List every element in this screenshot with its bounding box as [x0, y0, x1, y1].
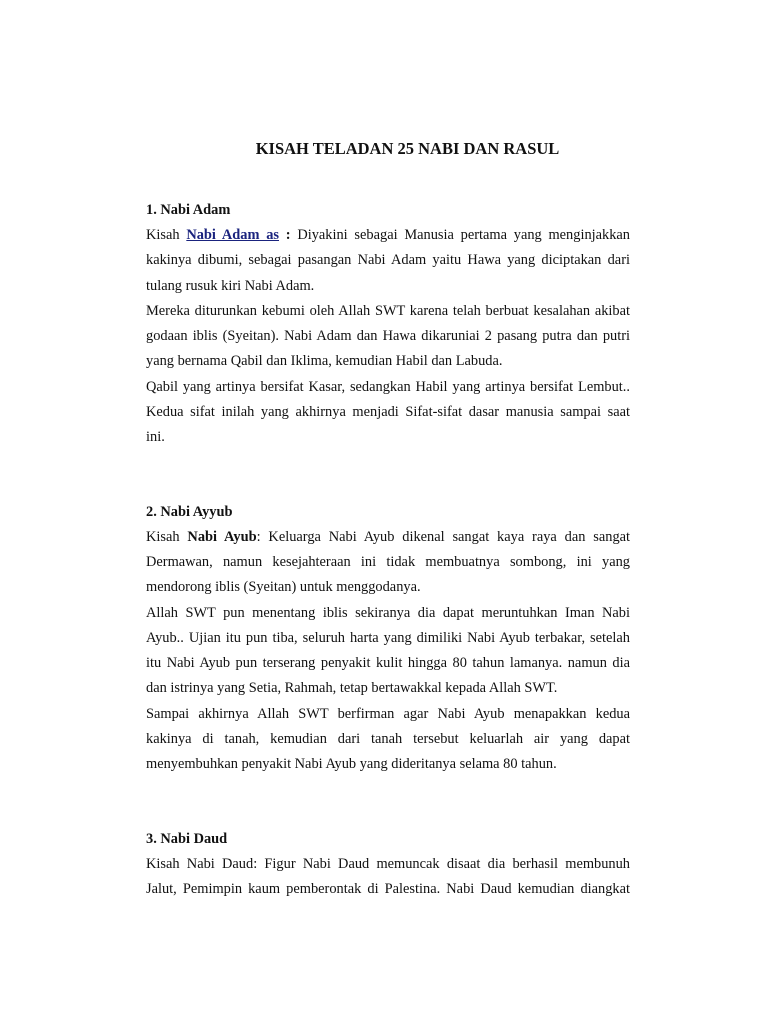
text-line: yang bernama Qabil dan Iklima, kemudian Habil dan Labuda.: [146, 353, 503, 370]
text-line: Sampai akhirnya Allah SWT berfirman agar Nabi Ayub menapakkan kedua: [146, 705, 630, 722]
intro-line: [146, 223, 630, 248]
text-line: kakinya dibumi, sebagai pasangan Nabi Adam yaitu Hawa yang diciptakan dari: [146, 252, 630, 269]
section-2: [146, 500, 630, 778]
document-body: [146, 198, 630, 951]
text-line: Dermawan, namun kesejahteraan ini tidak membuatnya sombong, ini yang: [146, 553, 630, 570]
text-line: Ayub.. Ujian itu pun tiba, seluruh harta yang dimiliki Nabi Ayub terbakar, setelah: [146, 629, 630, 646]
text-line: Allah SWT pun menentang iblis sekiranya dia dapat meruntuhkan Iman Nabi: [146, 604, 630, 621]
text-line: tulang rusuk kiri Nabi Adam.: [146, 277, 315, 294]
document-title: KISAH TELADAN 25 NABI DAN RASUL: [255, 139, 560, 158]
intro-prefix: Kisah: [146, 227, 187, 243]
intro-prefix: Kisah: [146, 528, 188, 545]
text-line: mendorong iblis (Syeitan) untuk menggodanya.: [146, 579, 421, 596]
text-line: itu Nabi Ayub pun terserang penyakit kulit hingga 80 tahun lamanya. namun dia: [146, 655, 630, 672]
intro-text: Keluarga Nabi Ayub dikenal sangat kaya raya dan sangat: [260, 528, 631, 545]
section-heading: 2. Nabi Ayyub: [146, 503, 233, 520]
text-line: menyembuhkan penyakit Nabi Ayub yang dideritanya selama 80 tahun.: [146, 756, 557, 773]
text-line: Jalut, Pemimpin kaum pemberontak di Palestina. Nabi Daud kemudian diangkat: [146, 880, 630, 897]
text-line: Kedua sifat inilah yang akhirnya menjadi Sifat-sifat dasar manusia sampai saat: [146, 404, 630, 421]
intro-colon: :: [279, 227, 291, 243]
text-line: kakinya di tanah, kemudian dari tanah tersebut keluarlah air yang dapat: [146, 731, 630, 748]
intro-text: Diyakini sebagai Manusia pertama yang menginjakkan: [290, 227, 630, 243]
intro-line: [146, 852, 630, 877]
text-line: Qabil yang artinya bersifat Kasar, sedangkan Habil yang artinya bersifat Lembut..: [146, 378, 630, 395]
intro-line: [146, 525, 630, 550]
intro-text: Kisah Nabi Daud: Figur Nabi Daud memuncak disaat dia berhasil membunuh: [146, 855, 630, 872]
prophet-link[interactable]: Nabi Adam as: [186, 227, 280, 243]
section-heading: 1. Nabi Adam: [146, 202, 231, 218]
text-line: dan istrinya yang Setia, Rahmah, tetap bertawakkal kepada Allah SWT.: [146, 680, 558, 697]
text-line: Mereka diturunkan kebumi oleh Allah SWT karena telah berbuat kesalahan akibat: [146, 302, 630, 319]
prophet-name: Nabi Ayub: [187, 528, 257, 545]
text-line: godaan iblis (Syeitan). Nabi Adam dan Hawa dikaruniai 2 pasang putra dan putri: [146, 328, 630, 345]
text-line: ini.: [146, 429, 165, 446]
intro-colon: :: [256, 528, 261, 545]
section-heading: 3. Nabi Daud: [146, 830, 228, 847]
section-3: [146, 827, 630, 903]
section-1: [146, 198, 630, 451]
